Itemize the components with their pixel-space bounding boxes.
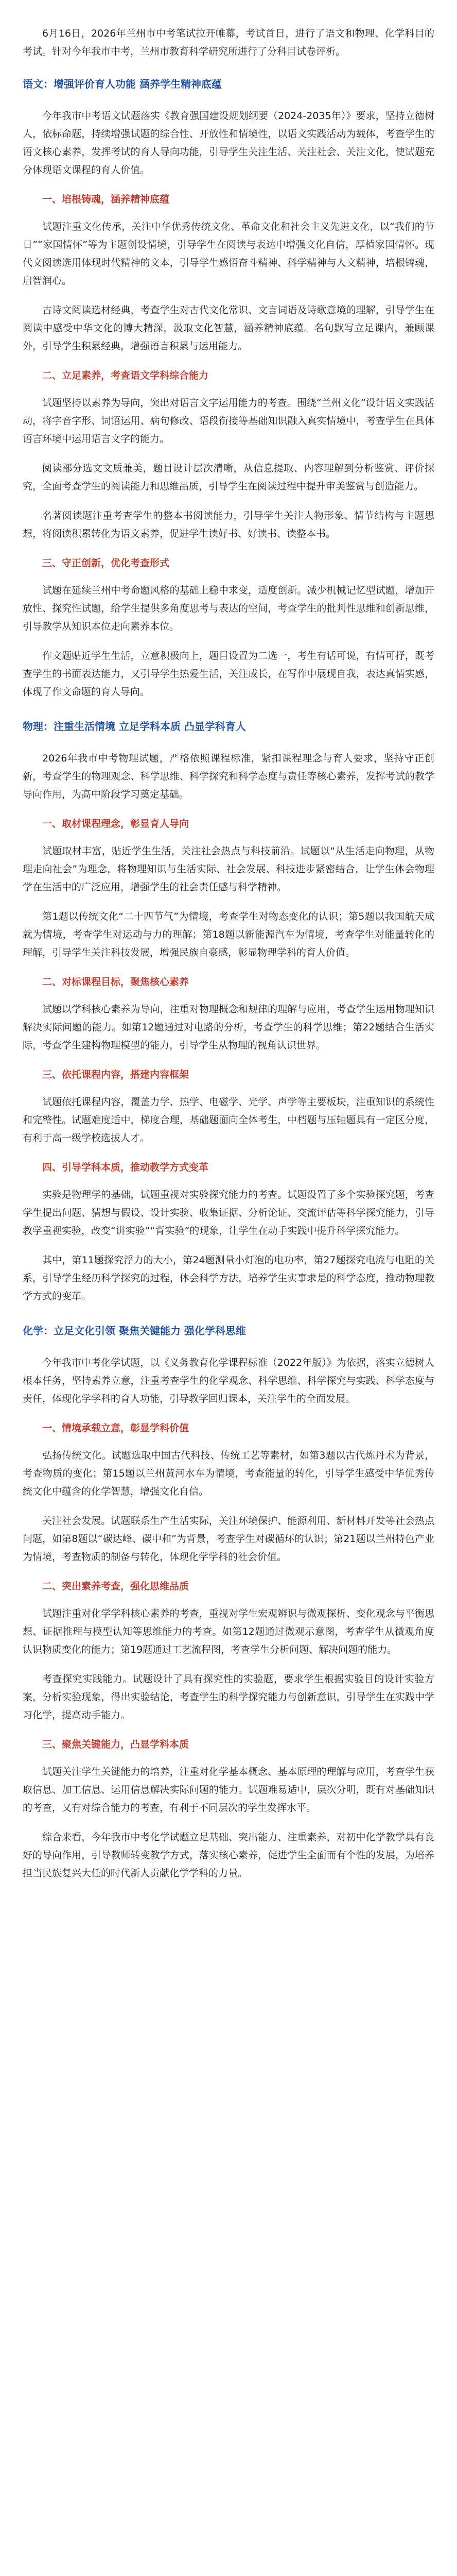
chemistry-point-1-para-1: 弘扬传统文化。试题选取中国古代科技、传统工艺等素材，如第3题以古代炼丹术为背景，考查物质的变化；第15题以兰州黄河水车为情境，考查能量的转化，引导学生感受中华优秀传统文化中蕴含的化学智慧，增强文化自信。 (23, 1450, 434, 1497)
physics-point-4-title: 四、引导学科本质，推动教学方式变革 (42, 1162, 209, 1173)
chemistry-lead: 今年我市中考化学试题，以《义务教育化学课程标准（2022年版）》为依据，落实立德树人根本任务，坚持素养立意，注重考查学生的化学观念、科学思维、科学探究与实践、科学态度与责任，体现化学学科的育人功能，引导教学回归课本，关注学生的全面发展。 (23, 1357, 434, 1404)
chemistry-point-2-para-2: 考查探究实践能力。试题设计了具有探究性的实验题，要求学生根据实验目的设计实验方案，分析实验现象，得出实验结论，考查学生的科学探究能力与创新意识，引导学生在实践中学习化学，提高动手能力。 (23, 1673, 434, 1721)
chemistry-point-1-para-2: 关注社会发展。试题联系生产生活实际，关注环境保护、能源利用、新材料开发等社会热点问题，如第8题以“碳达峰、碳中和”为背景，考查学生对碳循环的认识；第21题以兰州特色产业为情境，考查物质的制备与转化，体现化学学科的社会价值。 (23, 1515, 434, 1563)
physics-point-1-para-2: 第1题以传统文化“二十四节气”为情境，考查学生对物态变化的认识；第5题以我国航天成就为情境，考查学生对运动与力的理解；第18题以新能源汽车为情境，考查学生对能量转化的理解，引导学生关注科技发展，增强民族自豪感，彰显物理学科的育人价值。 (23, 911, 434, 958)
chinese-point-2-para-1: 试题坚持以素养为导向，突出对语言文字运用能力的考查。围绕“兰州文化”设计语文实践活动，将字音字形、词语运用、病句修改、语段衔接等基础知识融入真实情境中，考查学生在具体语言环境中运用语言文字的能力。 (23, 397, 434, 445)
chinese-point-1-title: 一、培根铸魂，涵养精神底蕴 (42, 194, 170, 205)
physics-point-2-title: 二、对标课程目标，聚焦核心素养 (42, 976, 189, 988)
chinese-point-3-para-2: 作文题贴近学生生活，立意积极向上，题目设置为二选一，考生有话可说，有情可抒，既考查学生的书面表达能力，又引导学生热爱生活，关注成长，在写作中展现自我，表达真情实感，体现了作文命题的育人导向。 (23, 650, 434, 698)
chinese-point-1-para-1: 试题注重文化传承，关注中华优秀传统文化、革命文化和社会主义先进文化，以“我们的节日”“家国情怀”等为主题创设情境，引导学生在阅读与表达中增强文化自信，厚植家国情怀。现代文阅读选用体现时代精神的文本，引导学生感悟奋斗精神、科学精神与人文精神，培根铸魂，启智润心。 (23, 221, 434, 286)
physics-point-1-para-1: 试题取材丰富，贴近学生生活，关注社会热点与科技前沿。试题以“从生活走向物理，从物理走向社会”为理念，将物理知识与生活实际、社会发展、科技进步紧密结合，让学生体会物理学在生活中的广泛应用，增强学生的社会责任感与科学精神。 (23, 845, 434, 893)
chinese-lead: 今年我市中考语文试题落实《教育强国建设规划纲要（2024-2035年）》要求，坚持立德树人，依标命题，持续增强试题的综合性、开放性和情境性，以语文实践活动为载体，考查学生的语文核心素养，发挥考试的育人导向功能，引导学生关注生活、关注社会、关注文化，使试题充分体现语文课程的育人价值。 (23, 110, 434, 176)
chinese-point-2-para-3: 名著阅读题注重考查学生的整本书阅读能力，引导学生关注人物形象、情节结构与主题思想，将阅读积累转化为语文素养，促进学生读好书、好读书、读整本书。 (23, 510, 434, 539)
chemistry-point-3-para-1: 试题关注学生关键能力的培养，注重对化学基本概念、基本原理的理解与应用，考查学生获取信息、加工信息、运用信息解决实际问题的能力。试题难易适中，层次分明，既有对基础知识的考查，又有对综合能力的考查，有利于不同层次的学生发挥水平。 (23, 1766, 434, 1814)
chemistry-point-2-title: 二、突出素养考查，强化思维品质 (42, 1581, 189, 1592)
physics-section-title: 物理：注重生活情境 立足学科本质 凸显学科育人 (23, 720, 246, 733)
chinese-section (23, 74, 434, 701)
intro-paragraph: 6月16日，2026年兰州市中考笔试拉开帷幕，考试首日，进行了语文和物理、化学科目的考试。针对今年我市中考，兰州市教育科学研究所进行了分科目试卷评析。 (23, 28, 434, 57)
chemistry-point-2-para-1: 试题注重对化学学科核心素养的考查，重视对学生宏观辨识与微观探析、变化观念与平衡思想、证据推理与模型认知等思维能力的考查。如第12题通过微观示意图，考查学生从微观角度认识物质变化的能力；第19题通过工艺流程图，考查学生分析问题、解决问题的能力。 (23, 1608, 434, 1655)
chemistry-point-1-title: 一、情境承载立意，彰显学科价值 (42, 1422, 189, 1434)
chinese-point-2-para-2: 阅读部分选文文质兼美，题目设计层次清晰，从信息提取、内容理解到分析鉴赏、评价探究，全面考查学生的阅读能力和思维品质，引导学生在阅读过程中提升审美鉴赏与创造能力。 (23, 463, 434, 492)
physics-point-1-title: 一、取材课程理念，彰显育人导向 (42, 818, 189, 829)
physics-point-4-para-2: 其中，第11题探究浮力的大小，第24题测量小灯泡的电功率，第27题探究电流与电阻的关系，引导学生经历科学探究的过程，体会科学方法，培养学生实事求是的科学态度，推动物理教学方式的变革。 (23, 1255, 434, 1302)
physics-point-3-title: 三、依托课程内容，搭建内容框架 (42, 1069, 189, 1080)
physics-section (23, 717, 434, 1306)
physics-point-2-para-1: 试题以学科核心素养为导向，注重对物理概念和规律的理解与应用，考查学生运用物理知识解决实际问题的能力。如第12题通过对电路的分析，考查学生的科学思维；第22题结合生活实际，考查学生建构物理模型的能力，引导学生从物理的视角认识世界。 (23, 1004, 434, 1051)
physics-point-4-para-1: 实验是物理学的基础，试题重视对实验探究能力的考查。试题设置了多个实验探究题，考查学生提出问题、猜想与假设、设计实验、收集证据、分析论证、交流评估等科学探究能力，引导教学重视实验，改变“讲实验”“背实验”的现象，让学生在动手实践中提升科学探究能力。 (23, 1189, 434, 1236)
chemistry-section-title: 化学：立足文化引领 聚焦关键能力 强化学科思维 (23, 1325, 246, 1337)
physics-lead: 2026年我市中考物理试题，严格依照课程标准，紧扣课程理念与育人要求，坚持守正创新，考查学生的物理观念、科学思维、科学探究和科学态度与责任等核心素养，发挥考试的教学导向作用，为高中阶段学习奠定基础。 (23, 753, 434, 800)
chemistry-point-3-title: 三、聚焦关键能力，凸显学科本质 (42, 1739, 189, 1750)
chinese-point-3-title: 三、守正创新，优化考查形式 (42, 557, 170, 569)
chemistry-section (23, 1321, 434, 1883)
chinese-point-1-para-2: 古诗文阅读选材经典，考查学生对古代文化常识、文言词语及诗歌意境的理解，引导学生在阅读中感受中华文化的博大精深，汲取文化智慧，涵养精神底蕴。名句默写立足课内，兼顾课外，引导学生积累经典，增强语言积累与运用能力。 (23, 304, 434, 352)
chinese-point-2-title: 二、立足素养，考查语文学科综合能力 (42, 370, 209, 381)
chinese-point-3-para-1: 试题在延续兰州中考命题风格的基础上稳中求变，适度创新。减少机械记忆型试题，增加开放性、探究性试题，给学生提供多角度思考与表达的空间，考查学生的批判性思维和创新思维，引导教学从知识本位走向素养本位。 (23, 585, 434, 632)
chemistry-point-3-para-2: 综合来看，今年我市中考化学试题立足基础、突出能力、注重素养，对初中化学教学具有良好的导向作用，引导教师转变教学方式，落实核心素养，促进学生全面而有个性的发展，为培养担当民族复兴大任的时代新人贡献化学学科的力量。 (23, 1832, 434, 1879)
chinese-section-title: 语文：增强评价育人功能 涵养学生精神底蕴 (23, 78, 222, 90)
physics-point-3-para-1: 试题依托课程内容，覆盖力学、热学、电磁学、光学、声学等主要板块，注重知识的系统性和完整性。试题难度适中，梯度合理，基础题面向全体考生，中档题与压轴题具有一定区分度，有利于高一级学校选拔人才。 (23, 1096, 434, 1144)
